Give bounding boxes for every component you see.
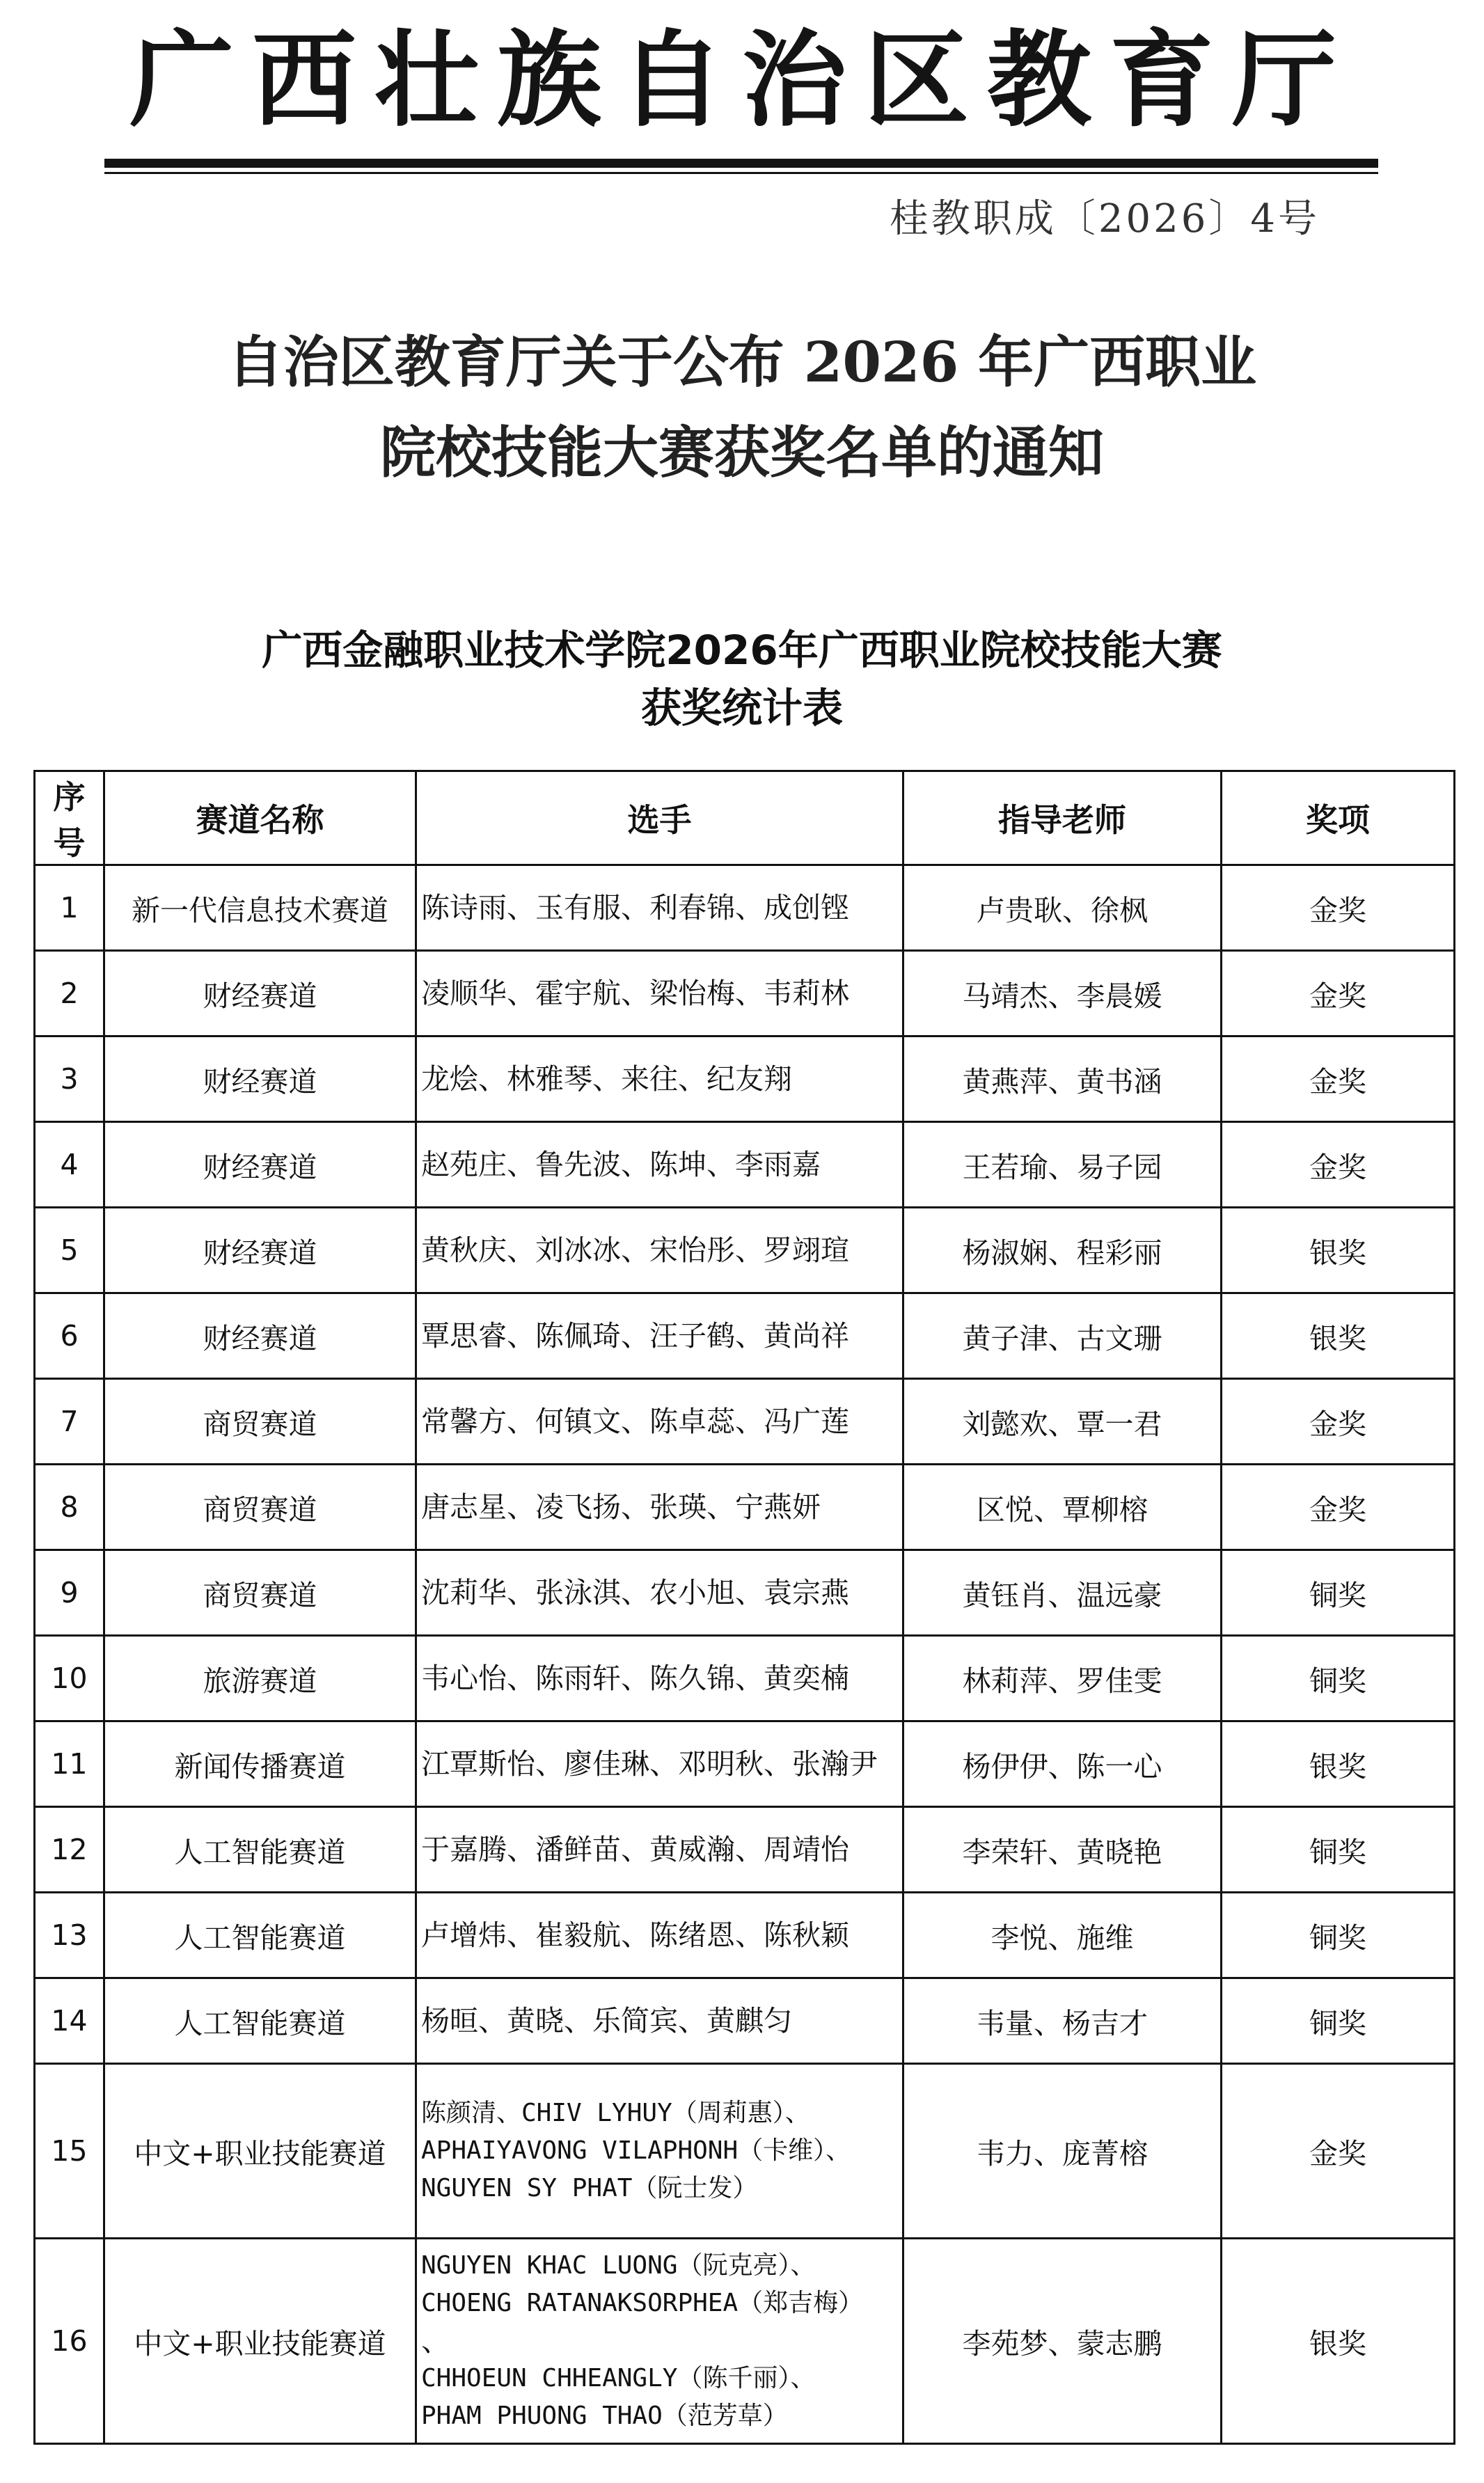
award-cell: 铜奖 [1222, 1807, 1455, 1893]
player-line: 沈莉华、张泳淇、农小旭、袁宗燕 [421, 1576, 849, 1609]
track-cell: 中文+职业技能赛道 [104, 2239, 416, 2444]
table-row [35, 1465, 1455, 1550]
player-line: 龙烩、林雅琴、来往、纪友翔 [421, 1062, 792, 1096]
award-cell: 铜奖 [1222, 1550, 1455, 1636]
advisors-cell: 黄钰肖、温远豪 [903, 1550, 1222, 1636]
players-cell [416, 865, 903, 951]
player-line: PHAM PHUONG THAO（范芳草） [421, 2402, 788, 2430]
table-row [35, 1208, 1455, 1293]
track-cell: 中文+职业技能赛道 [104, 2064, 416, 2239]
row-index-cell: 10 [35, 1636, 104, 1721]
table-row [35, 1636, 1455, 1721]
advisors-cell: 杨淑娴、程彩丽 [903, 1208, 1222, 1293]
table-row [35, 1550, 1455, 1636]
advisors-cell: 马靖杰、李晨媛 [903, 951, 1222, 1036]
row-index-cell: 7 [35, 1379, 104, 1465]
players-cell [416, 951, 903, 1036]
header-rule-thick [104, 159, 1378, 168]
track-cell: 财经赛道 [104, 951, 416, 1036]
table-title-line2: 获奖统计表 [640, 684, 843, 732]
notice-title-line2: 院校技能大赛获奖名单的通知 [380, 420, 1104, 485]
track-cell: 新一代信息技术赛道 [104, 865, 416, 951]
table-row [35, 1807, 1455, 1893]
table-row [35, 1293, 1455, 1379]
player-line: CHOENG RATANAKSORPHEA（郑吉梅） [421, 2289, 864, 2317]
advisors-cell: 韦量、杨吉才 [903, 1978, 1222, 2064]
player-line: 陈诗雨、玉有服、利春锦、成创铿 [421, 891, 849, 924]
player-line: 唐志星、凌飞扬、张瑛、宁燕妍 [421, 1490, 821, 1524]
row-index-cell: 6 [35, 1293, 104, 1379]
table-row [35, 1893, 1455, 1978]
track-cell: 新闻传播赛道 [104, 1721, 416, 1807]
player-line: 江覃斯怡、廖佳琳、邓明秋、张瀚尹 [421, 1747, 878, 1781]
award-cell: 金奖 [1222, 2064, 1455, 2239]
table-body [35, 865, 1455, 2444]
table-row [35, 2239, 1455, 2444]
advisors-cell: 杨伊伊、陈一心 [903, 1721, 1222, 1807]
table-header-row [35, 771, 1455, 865]
table-row [35, 1036, 1455, 1122]
players-cell [416, 1721, 903, 1807]
column-header-track: 赛道名称 [104, 771, 416, 865]
award-cell: 金奖 [1222, 865, 1455, 951]
advisors-cell: 刘懿欢、覃一君 [903, 1379, 1222, 1465]
player-line: 、 [421, 2324, 450, 2358]
column-header-advisors: 指导老师 [903, 771, 1222, 865]
table-row [35, 1379, 1455, 1465]
table-row [35, 1721, 1455, 1807]
players-cell [416, 1550, 903, 1636]
award-cell: 铜奖 [1222, 1636, 1455, 1721]
notice-title-line1: 自治区教育厅关于公布 2026 年广西职业 [227, 329, 1257, 395]
table-row [35, 951, 1455, 1036]
track-cell: 人工智能赛道 [104, 1893, 416, 1978]
player-line: 卢增炜、崔毅航、陈绪恩、陈秋颖 [421, 1918, 849, 1952]
advisors-cell: 林莉萍、罗佳雯 [903, 1636, 1222, 1721]
award-cell: 银奖 [1222, 1721, 1455, 1807]
advisors-cell: 区悦、覃柳榕 [903, 1465, 1222, 1550]
player-line: 覃思睿、陈佩琦、汪子鹤、黄尚祥 [421, 1319, 849, 1353]
track-cell: 财经赛道 [104, 1208, 416, 1293]
row-index-cell: 16 [35, 2239, 104, 2444]
player-line: 常馨方、何镇文、陈卓蕊、冯广莲 [421, 1405, 849, 1438]
advisors-cell: 黄燕萍、黄书涵 [903, 1036, 1222, 1122]
award-cell: 金奖 [1222, 1379, 1455, 1465]
advisors-cell: 韦力、庞菁榕 [903, 2064, 1222, 2239]
player-line: 陈颜清、CHIV LYHUY（周莉惠）、 [421, 2099, 810, 2127]
track-cell: 人工智能赛道 [104, 1978, 416, 2064]
award-cell: 金奖 [1222, 1036, 1455, 1122]
award-cell: 金奖 [1222, 951, 1455, 1036]
table-row [35, 1122, 1455, 1208]
table-row [35, 865, 1455, 951]
row-index-cell: 1 [35, 865, 104, 951]
players-cell [416, 2239, 903, 2444]
players-cell [416, 1807, 903, 1893]
players-cell [416, 1208, 903, 1293]
track-cell: 商贸赛道 [104, 1550, 416, 1636]
column-header-players: 选手 [416, 771, 903, 865]
row-index-cell: 2 [35, 951, 104, 1036]
players-cell [416, 2064, 903, 2239]
masthead: 广西壮族自治区教育厅 [129, 19, 1355, 141]
players-cell [416, 1893, 903, 1978]
row-index-cell: 15 [35, 2064, 104, 2239]
table-title-line1: 广西金融职业技术学院2026年广西职业院校技能大赛 [262, 626, 1222, 674]
row-index-cell: 14 [35, 1978, 104, 2064]
player-line: 赵苑庄、鲁先波、陈坤、李雨嘉 [421, 1148, 821, 1181]
player-line: NGUYEN SY PHAT（阮士发） [421, 2174, 758, 2202]
table-row [35, 2064, 1455, 2239]
track-cell: 人工智能赛道 [104, 1807, 416, 1893]
advisors-cell: 李荣轩、黄晓艳 [903, 1807, 1222, 1893]
advisors-cell: 李苑梦、蒙志鹏 [903, 2239, 1222, 2444]
track-cell: 商贸赛道 [104, 1379, 416, 1465]
award-cell: 银奖 [1222, 2239, 1455, 2444]
players-cell [416, 1379, 903, 1465]
players-cell [416, 1636, 903, 1721]
award-cell: 铜奖 [1222, 1893, 1455, 1978]
player-line: 于嘉腾、潘鲜苗、黄威瀚、周靖怡 [421, 1833, 849, 1866]
track-cell: 财经赛道 [104, 1036, 416, 1122]
column-header-index: 序号 [35, 771, 104, 865]
award-cell: 银奖 [1222, 1208, 1455, 1293]
row-index-cell: 12 [35, 1807, 104, 1893]
header-rule-thin [104, 172, 1378, 174]
track-cell: 商贸赛道 [104, 1465, 416, 1550]
advisors-cell: 王若瑜、易子园 [903, 1122, 1222, 1208]
document-number: 桂教职成〔2026〕4号 [889, 196, 1320, 242]
advisors-cell: 黄子津、古文珊 [903, 1293, 1222, 1379]
row-index-cell: 5 [35, 1208, 104, 1293]
advisors-cell: 卢贵耿、徐枫 [903, 865, 1222, 951]
award-cell: 金奖 [1222, 1122, 1455, 1208]
award-cell: 金奖 [1222, 1465, 1455, 1550]
row-index-cell: 3 [35, 1036, 104, 1122]
track-cell: 财经赛道 [104, 1293, 416, 1379]
player-line: 黄秋庆、刘冰冰、宋怡彤、罗翊瑄 [421, 1233, 849, 1267]
row-index-cell: 8 [35, 1465, 104, 1550]
track-cell: 财经赛道 [104, 1122, 416, 1208]
row-index-cell: 4 [35, 1122, 104, 1208]
players-cell [416, 1978, 903, 2064]
players-cell [416, 1036, 903, 1122]
players-cell [416, 1293, 903, 1379]
award-cell: 银奖 [1222, 1293, 1455, 1379]
player-line: 杨晅、黄晓、乐简宾、黄麒匀 [421, 2004, 792, 2037]
advisors-cell: 李悦、施维 [903, 1893, 1222, 1978]
players-cell [416, 1465, 903, 1550]
player-line: 凌顺华、霍宇航、梁怡梅、韦莉林 [421, 977, 849, 1010]
column-header-award: 奖项 [1222, 771, 1455, 865]
table-row [35, 1978, 1455, 2064]
player-line: 韦心怡、陈雨轩、陈久锦、黄奕楠 [421, 1662, 849, 1695]
awards-table [33, 770, 1455, 2445]
players-cell [416, 1122, 903, 1208]
award-cell: 铜奖 [1222, 1978, 1455, 2064]
track-cell: 旅游赛道 [104, 1636, 416, 1721]
row-index-cell: 9 [35, 1550, 104, 1636]
row-index-cell: 13 [35, 1893, 104, 1978]
player-line: NGUYEN KHAC LUONG（阮克亮）、 [421, 2251, 816, 2280]
row-index-cell: 11 [35, 1721, 104, 1807]
player-line: CHHOEUN CHHEANGLY（陈千丽）、 [421, 2364, 816, 2393]
player-line: APHAIYAVONG VILAPHONH（卡维）、 [421, 2136, 851, 2165]
